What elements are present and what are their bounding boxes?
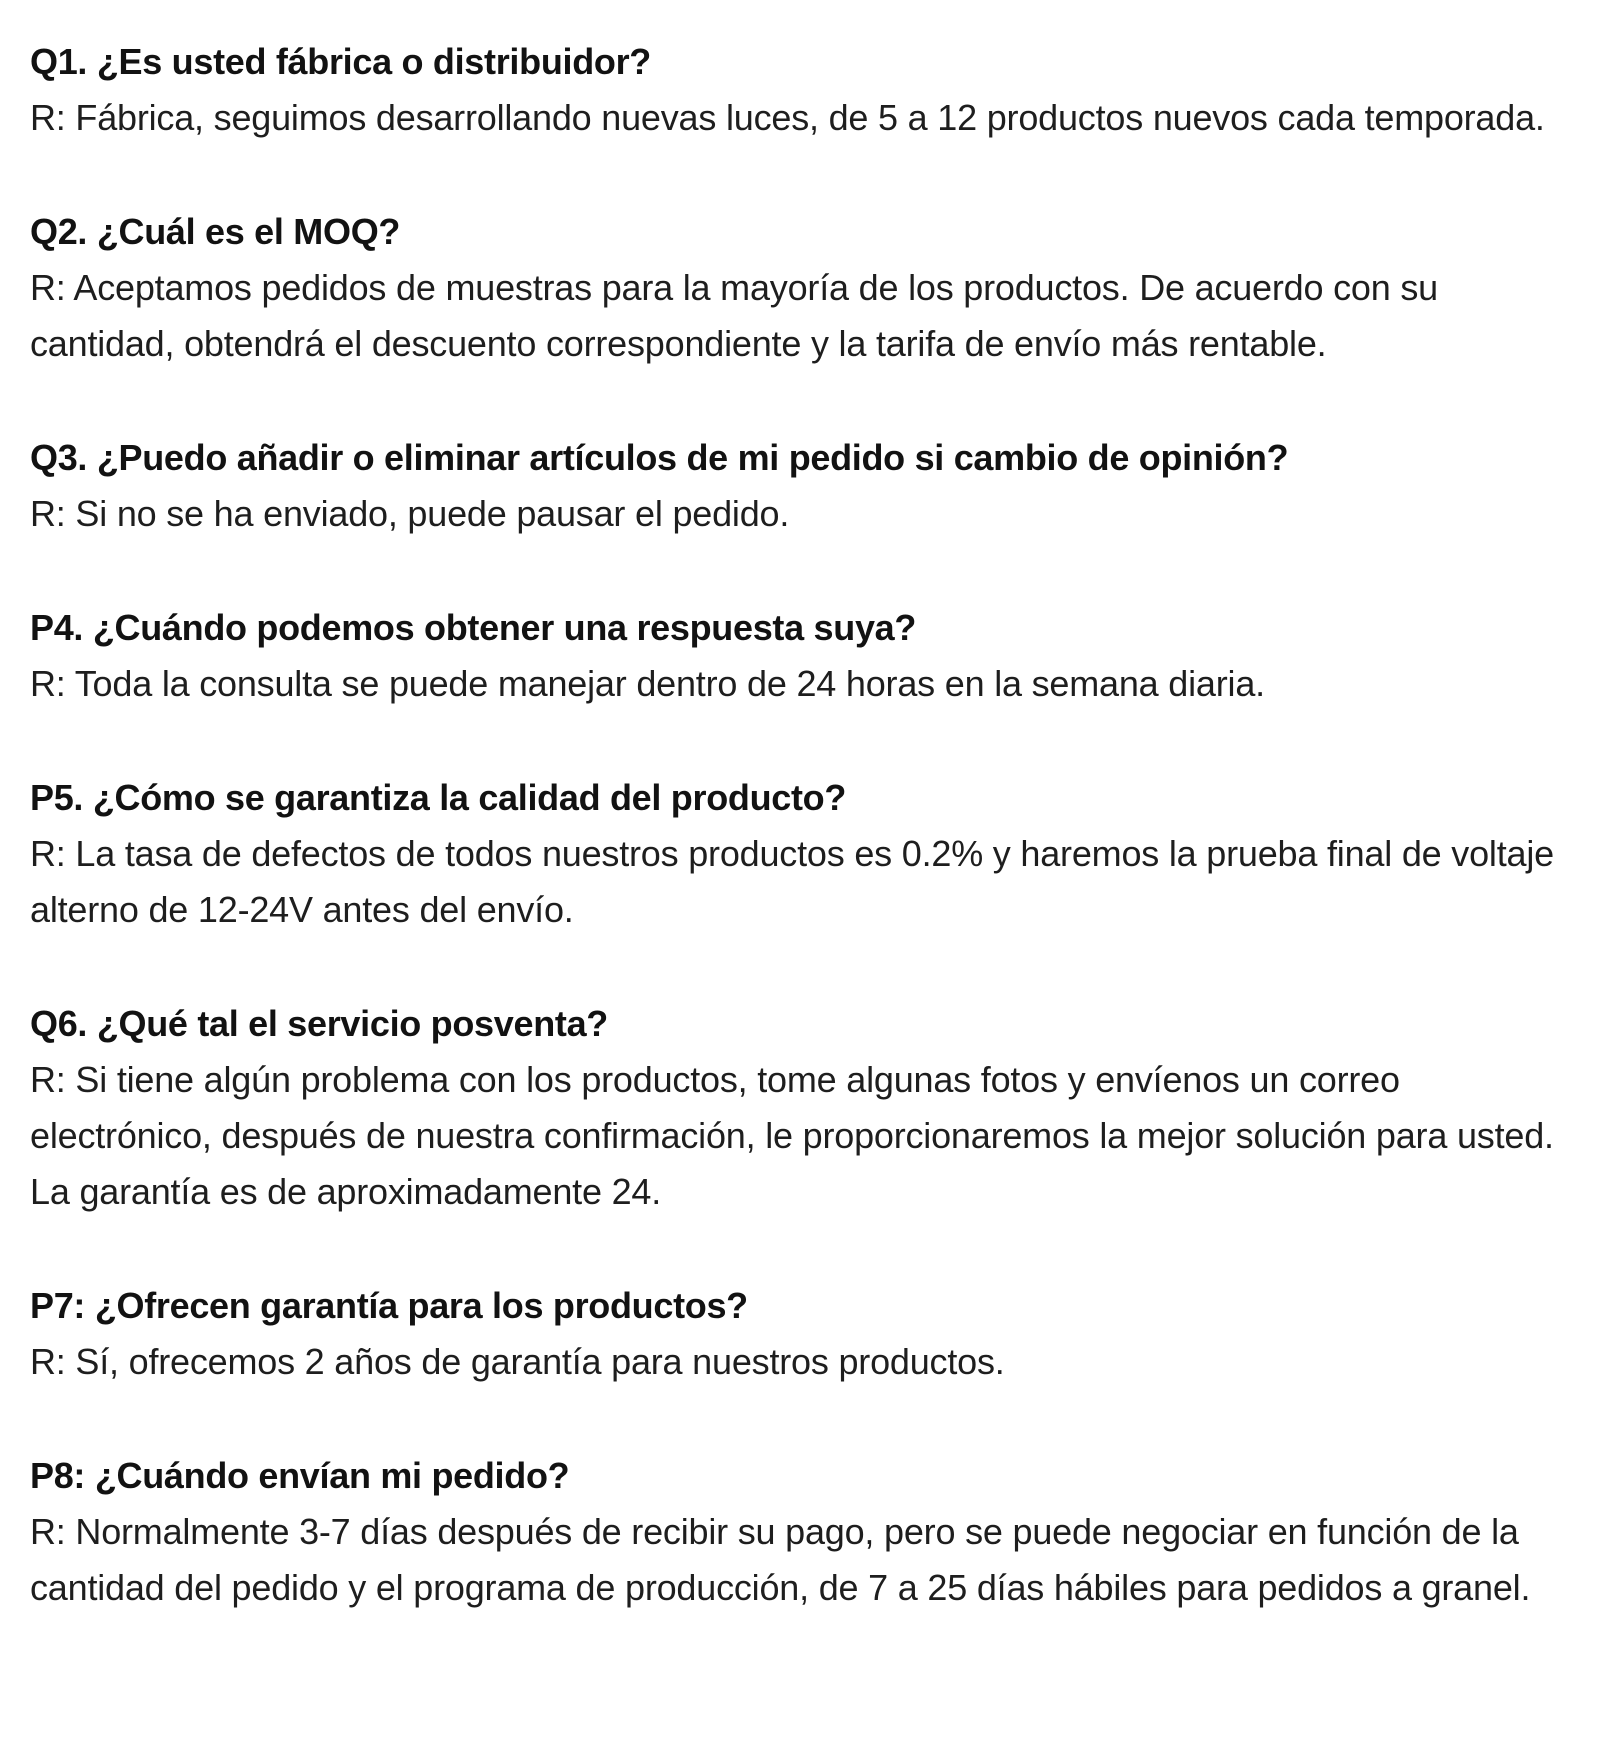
faq-question: Q1. ¿Es usted fábrica o distribuidor? <box>30 41 651 82</box>
faq-question: Q6. ¿Qué tal el servicio posventa? <box>30 1003 608 1044</box>
faq-answer: R: Toda la consulta se puede manejar dentro de 24 horas en la semana diaria. <box>30 663 1265 704</box>
faq-answer: R: Sí, ofrecemos 2 años de garantía para nuestros productos. <box>30 1341 1005 1382</box>
faq-answer: R: La tasa de defectos de todos nuestros productos es 0.2% y haremos la prueba final de voltaje alterno de 12-24V antes del envío. <box>30 833 1554 930</box>
faq-item-6 <box>30 996 1570 1220</box>
faq-item-2 <box>30 204 1570 372</box>
faq-item-5 <box>30 770 1570 938</box>
faq-question: P4. ¿Cuándo podemos obtener una respuesta suya? <box>30 607 917 648</box>
faq-item-7 <box>30 1278 1570 1390</box>
faq-answer: R: Fábrica, seguimos desarrollando nuevas luces, de 5 a 12 productos nuevos cada temporada. <box>30 97 1545 138</box>
faq-item-8 <box>30 1448 1570 1616</box>
faq-item-4 <box>30 600 1570 712</box>
faq-answer: R: Aceptamos pedidos de muestras para la mayoría de los productos. De acuerdo con su cantidad, obtendrá el descuento correspondiente y la tarifa de envío más rentable. <box>30 267 1438 364</box>
faq-question: Q3. ¿Puedo añadir o eliminar artículos de mi pedido si cambio de opinión? <box>30 437 1289 478</box>
faq-question: P5. ¿Cómo se garantiza la calidad del producto? <box>30 777 847 818</box>
faq-question: Q2. ¿Cuál es el MOQ? <box>30 211 401 252</box>
faq-question: P8: ¿Cuándo envían mi pedido? <box>30 1455 570 1496</box>
faq-item-1 <box>30 34 1570 146</box>
faq-item-3 <box>30 430 1570 542</box>
faq-question: P7: ¿Ofrecen garantía para los productos? <box>30 1285 748 1326</box>
faq-answer: R: Si tiene algún problema con los productos, tome algunas fotos y envíenos un correo electrónico, después de nuestra confirmación, le proporcionaremos la mejor solución para usted. La garantía es de aproximadamente 24. <box>30 1059 1554 1212</box>
faq-answer: R: Si no se ha enviado, puede pausar el pedido. <box>30 493 790 534</box>
faq-answer: R: Normalmente 3-7 días después de recibir su pago, pero se puede negociar en función de la cantidad del pedido y el programa de producción, de 7 a 25 días hábiles para pedidos a granel. <box>30 1511 1531 1608</box>
